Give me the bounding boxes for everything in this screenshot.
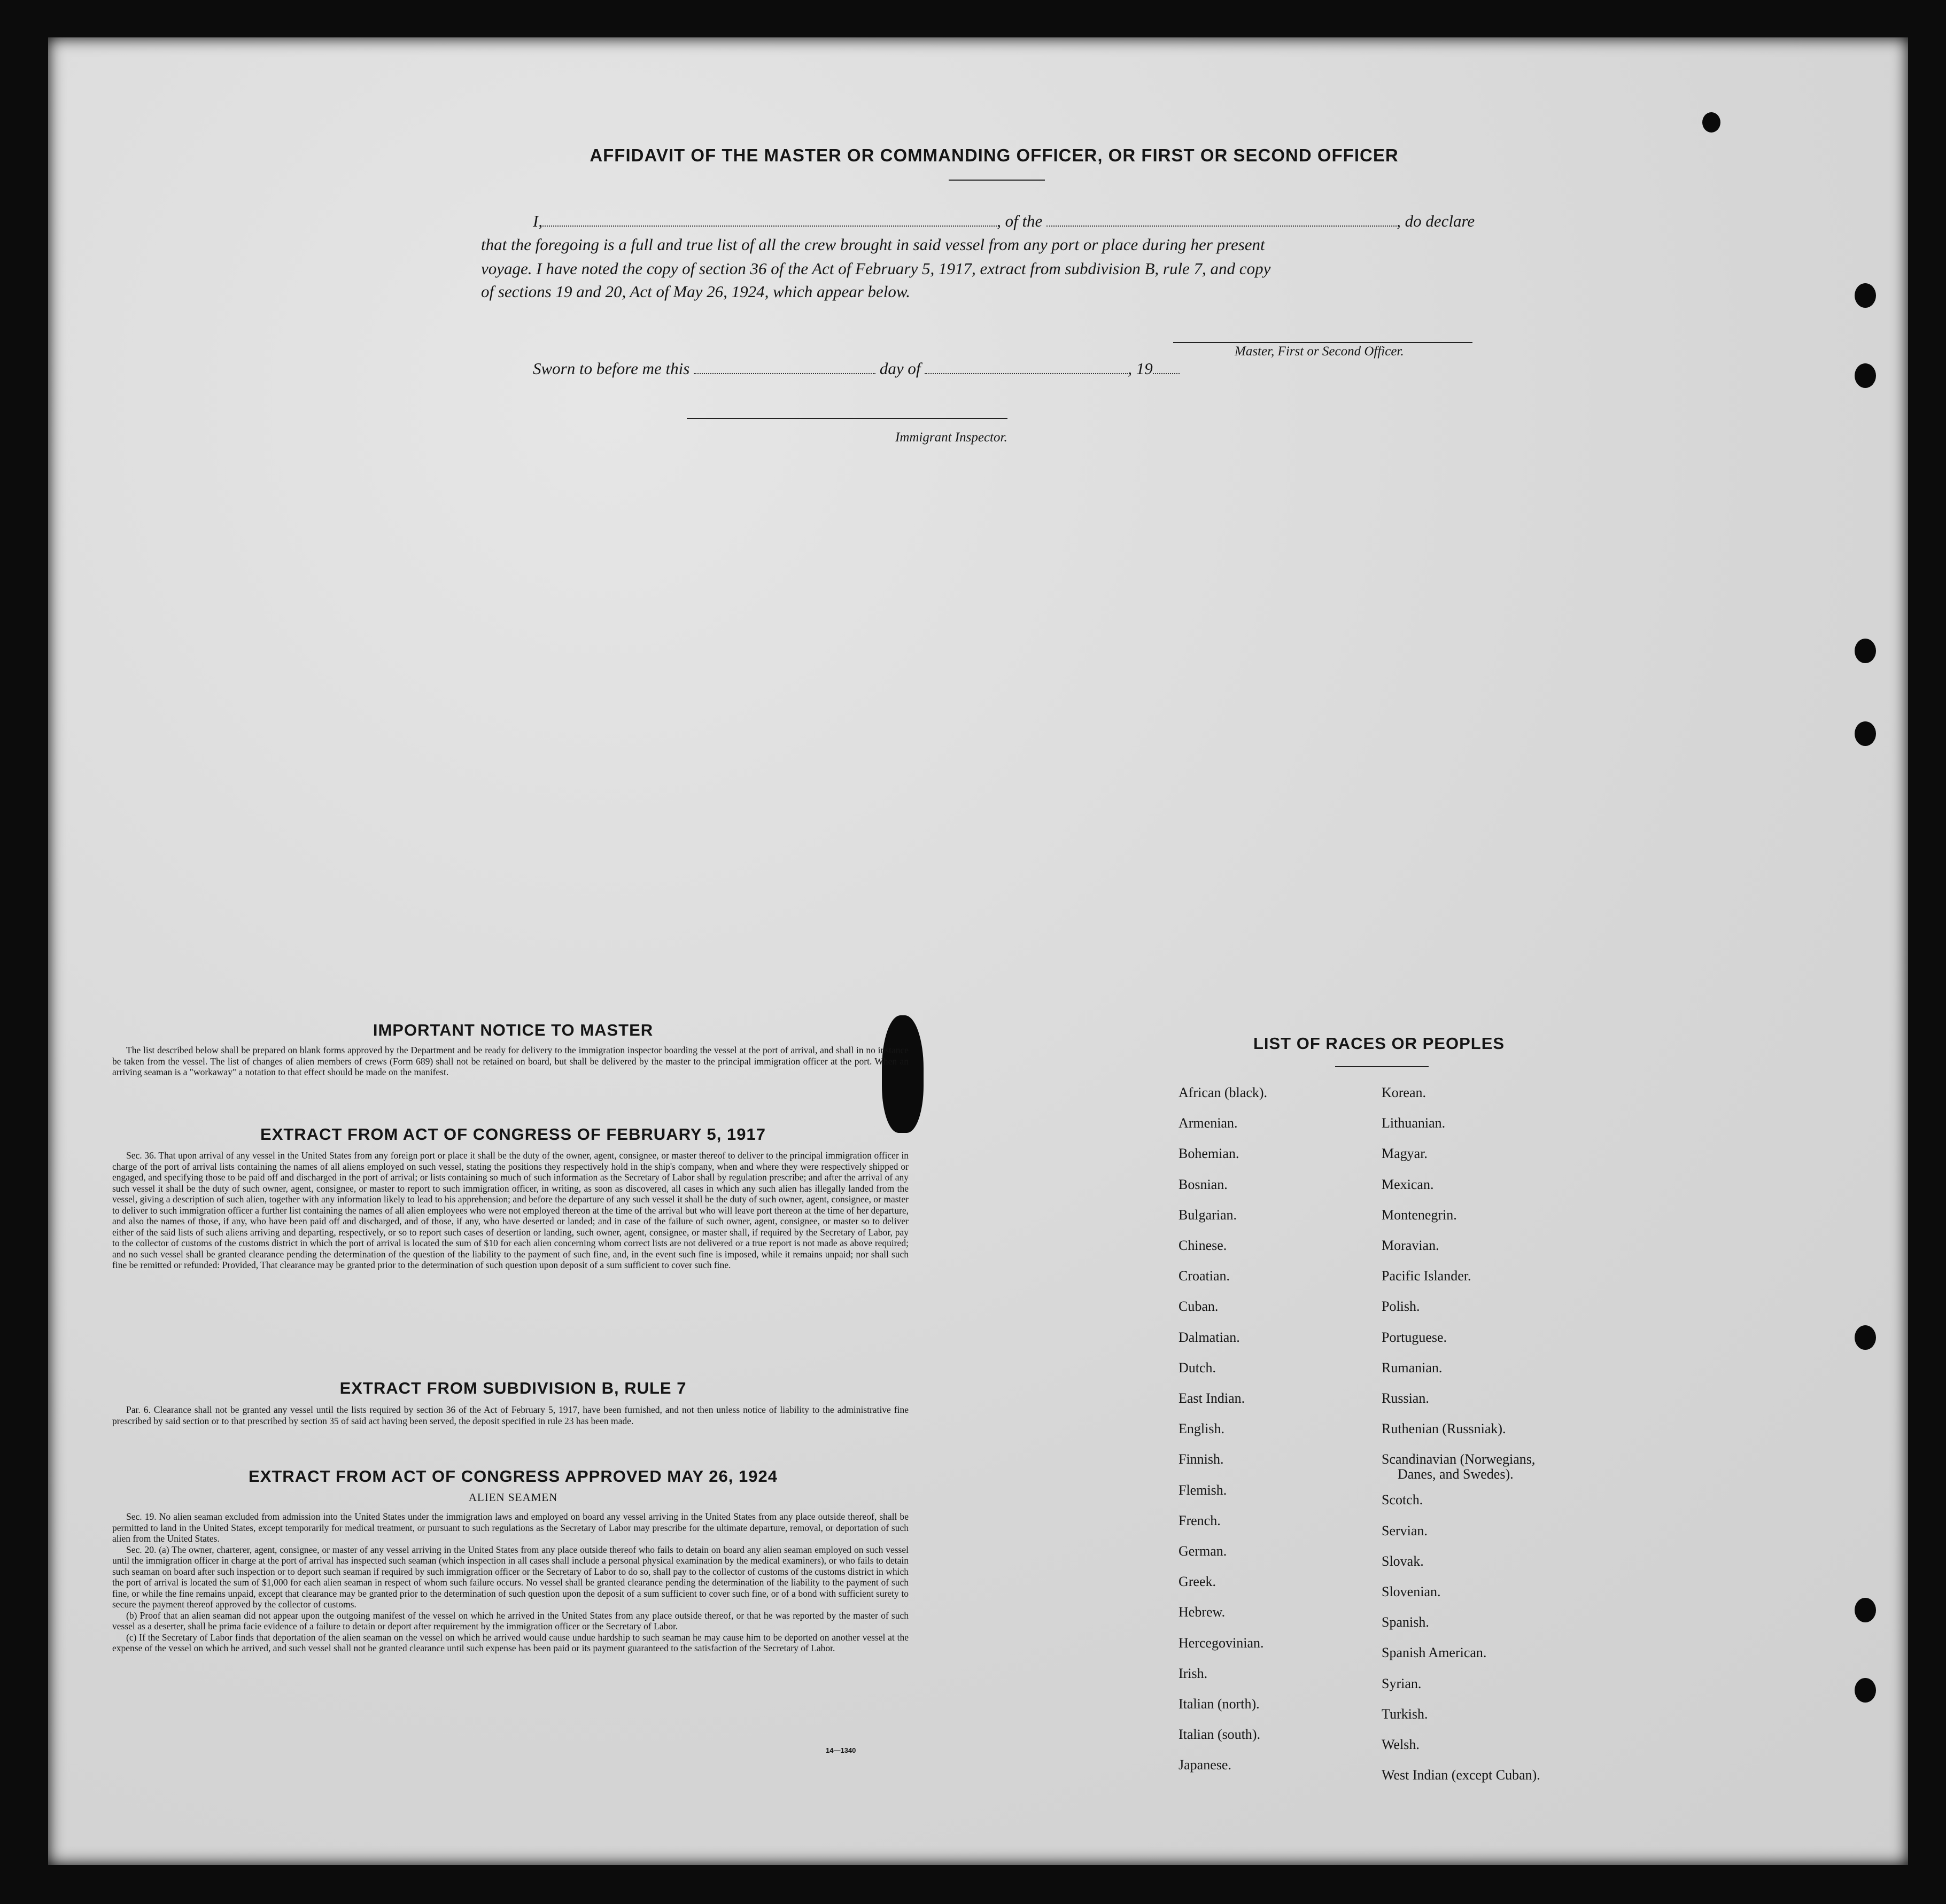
- race-item: Portuguese.: [1382, 1329, 1447, 1345]
- race-item: Italian (south).: [1179, 1727, 1261, 1743]
- race-item: Syrian.: [1382, 1675, 1422, 1691]
- race-item: Danes, and Swedes).: [1398, 1466, 1514, 1482]
- notice-body: [112, 1045, 909, 1078]
- punch-hole-icon: [1855, 639, 1876, 663]
- race-item: Finnish.: [1179, 1451, 1224, 1467]
- master-signature-line: [1173, 342, 1472, 343]
- inspector-signature-line: [687, 418, 1007, 419]
- notice-text: The list described below shall be prepared on blank forms approved by the Department and be ready for delivery to the immigration inspector boarding the vessel at the port of arrival, and shall in no instance be taken from the vessel. The list of changes of alien members of crews (Form 689) shall not be retained on board, but shall be delivered by the master to the principal immigration officer at the port. When an arriving seaman is a "workaway" a notation to that effect should be made on the manifest.: [112, 1045, 909, 1077]
- extract-1917-title: EXTRACT FROM ACT OF CONGRESS OF FEBRUARY 5, 1917: [260, 1125, 766, 1144]
- race-item: Magyar.: [1382, 1146, 1428, 1162]
- race-item: German.: [1179, 1543, 1227, 1559]
- affidavit-line3: voyage. I have noted the copy of section 36 of the Act of February 5, 1917, extract from subdivision B, rule 7, and copy: [481, 259, 1271, 278]
- extract-1924-title: EXTRACT FROM ACT OF CONGRESS APPROVED MAY 26, 1924: [249, 1467, 778, 1486]
- year-prefix-label: , 19: [1128, 359, 1153, 378]
- extract-1924-body: [112, 1511, 909, 1654]
- month-blank: [925, 373, 1128, 374]
- form-number: 14—1340: [826, 1746, 856, 1754]
- day-of-label: day of: [879, 359, 921, 378]
- affidavit-line4: of sections 19 and 20, Act of May 26, 1924, which appear below.: [481, 282, 911, 301]
- extract-1917-body: [112, 1150, 909, 1271]
- alien-seamen-subtitle: ALIEN SEAMEN: [468, 1491, 558, 1504]
- race-item: Hercegovinian.: [1179, 1635, 1264, 1651]
- races-title: LIST OF RACES OR PEOPLES: [1253, 1034, 1505, 1053]
- sec20a-text: Sec. 20. (a) The owner, charterer, agent, consignee, or master of any vessel arriving in the United States from any place outside thereof who fails to detain on board any alien seaman employed on such vessel until the immigration officer in charge at the port of arrival has inspected such seaman (which inspection in all cases shall include a personal physical examination by the medical examiners), or who fails to detain such seaman on board after such inspection or to deport such seaman if required by such immigration officer or the Secretary of Labor to do so, shall pay to the collector of customs of the customs district in which the port of arrival is located the sum of $1,000 for each alien seaman in respect of whom such failure occurs. No vessel shall be granted clearance pending the determination of the liability to the payment of such fine, or while the fine remains unpaid, except that clearance may be granted prior to the determination of such question upon the deposit of a sum sufficient to cover such fine, or of a bond with sufficient surety to secure the payment thereof approved by the collector of customs.: [112, 1544, 909, 1610]
- race-item: Cuban.: [1179, 1299, 1219, 1315]
- race-item: Dalmatian.: [1179, 1329, 1240, 1345]
- race-item: Bosnian.: [1179, 1176, 1228, 1192]
- affidavit-line1: [533, 212, 1475, 231]
- race-item: Armenian.: [1179, 1115, 1238, 1131]
- race-item: Moravian.: [1382, 1238, 1439, 1253]
- punch-hole-icon: [1855, 363, 1876, 388]
- race-item: Ruthenian (Russniak).: [1382, 1421, 1506, 1437]
- races-title-underline: [1335, 1066, 1429, 1067]
- race-item: Japanese.: [1179, 1757, 1231, 1773]
- title-underline: [949, 180, 1045, 181]
- race-item: African (black).: [1179, 1085, 1268, 1100]
- race-item: Korean.: [1382, 1085, 1426, 1100]
- subdivision-b-title: EXTRACT FROM SUBDIVISION B, RULE 7: [339, 1379, 687, 1397]
- race-item: French.: [1179, 1512, 1221, 1528]
- race-item: Turkish.: [1382, 1706, 1428, 1722]
- race-item: Slovak.: [1382, 1553, 1424, 1569]
- race-item: Rumanian.: [1382, 1359, 1443, 1375]
- punch-hole-icon: [1855, 721, 1876, 746]
- bleed-through-texture: [379, 120, 391, 152]
- race-item: Pacific Islander.: [1382, 1268, 1471, 1284]
- race-item: Servian.: [1382, 1522, 1428, 1538]
- sec20c-text: (c) If the Secretary of Labor finds that deportation of the alien seaman on the vessel on which he arrived would cause undue hardship to such seaman he may cause him to be deported on another vessel at the expense of the vessel on which he arrived, and such vessel shall not be granted clearance until such expense has been paid or its payment guaranteed to the satisfaction of the Secretary of Labor.: [112, 1631, 909, 1653]
- sec20b-text: (b) Proof that an alien seaman did not appear upon the outgoing manifest of the vessel on which he arrived in the United States from any place outside thereof, or that he was reported by the master of such vessel as a deserter, shall be prima facie evidence of a failure to detain or deport after requirement by the immigration officer or the Secretary of Labor.: [112, 1610, 909, 1631]
- punch-hole-icon: [1855, 1678, 1876, 1703]
- inspector-label: Immigrant Inspector.: [895, 430, 1007, 445]
- affidavit-i-label: I,: [533, 212, 543, 230]
- subdivision-b-body: [112, 1404, 909, 1426]
- race-item: Flemish.: [1179, 1482, 1227, 1498]
- race-item: East Indian.: [1179, 1390, 1245, 1406]
- day-blank: [694, 373, 875, 374]
- affidavit-title: AFFIDAVIT OF THE MASTER OR COMMANDING OFFICER, OR FIRST OR SECOND OFFICER: [590, 145, 1399, 165]
- race-item: Russian.: [1382, 1390, 1429, 1406]
- race-item: Chinese.: [1179, 1238, 1227, 1253]
- race-item: Greek.: [1179, 1574, 1216, 1590]
- race-item: Polish.: [1382, 1299, 1420, 1315]
- race-item: Welsh.: [1382, 1737, 1420, 1752]
- race-item: West Indian (except Cuban).: [1382, 1767, 1540, 1783]
- race-item: Italian (north).: [1179, 1696, 1260, 1712]
- sworn-line: [533, 359, 1180, 378]
- race-item: Dutch.: [1179, 1359, 1216, 1375]
- race-item: Bulgarian.: [1179, 1207, 1237, 1223]
- affidavit-line2: that the foregoing is a full and true list of all the crew brought in said vessel from any port or place during her present: [481, 235, 1265, 254]
- year-blank: [1153, 373, 1180, 374]
- punch-hole-icon: [1855, 283, 1876, 308]
- do-declare-label: , do declare: [1397, 212, 1475, 230]
- race-item: Scotch.: [1382, 1492, 1423, 1508]
- race-item: Bohemian.: [1179, 1146, 1239, 1162]
- vessel-blank: [1046, 226, 1397, 227]
- race-item: English.: [1179, 1421, 1224, 1437]
- punch-hole-icon: [1855, 1598, 1876, 1622]
- master-label: Master, First or Second Officer.: [1235, 344, 1404, 359]
- race-item: Scandinavian (Norwegians,: [1382, 1451, 1536, 1467]
- sec19-text: Sec. 19. No alien seaman excluded from admission into the United States under the immigration laws and employed on board any vessel arriving in the United States from any place outside thereof, shall be permitted to land in the United States, except temporarily for medical treatment, or pursuant to such regulations as the Secretary of Labor may prescribe for the ultimate departure, removal, or deportation of such alien from the United States.: [112, 1511, 909, 1544]
- race-item: Mexican.: [1382, 1176, 1434, 1192]
- race-item: Spanish.: [1382, 1614, 1429, 1630]
- race-item: Montenegrin.: [1382, 1207, 1457, 1223]
- race-item: Lithuanian.: [1382, 1115, 1446, 1131]
- punch-hole-icon: [1702, 112, 1720, 133]
- par6-text: Par. 6. Clearance shall not be granted any vessel until the lists required by section 36 of the Act of February 5, 1917, have been furnished, and not then unless notice of liability to the administrative fine prescribed by said section or to that prescribed by section 35 of said act having been served, the deposit specified in rule 23 has been made.: [112, 1404, 909, 1426]
- sec36-text: Sec. 36. That upon arrival of any vessel in the United States from any foreign port or place it shall be the duty of the owner, agent, consignee, or master thereof to deliver to the principal immigration officer in charge of the port of arrival lists containing the names of all aliens employed on such vessel, stating the positions they respectively hold in the ship's company, when and where they were respectively shipped or engaged, and specifying those to be paid off and discharged in the port of arrival; or lists containing so much of such information as the Secretary of Labor shall by regulation prescribe; and after the arrival of any such vessel it shall be the duty of such owner, agent, consignee, or master to report to such immigration officer, in writing, as soon as discovered, all cases in which any such alien has illegally landed from the vessel, giving a description of such alien, together with any information likely to lead to his apprehension; and before the departure of any such vessel it shall be the duty of such owner, agent, consignee, or master to deliver to such immigration officer a further list containing the names of all alien employees who were not employed thereon at the time of the arrival but who will leave port thereon at the time of her departure, and also the names of those, if any, who have been paid off and discharged, and of those, if any, who have deserted or landed; and in case of the failure of such owner, agent, consignee, or master so to deliver either of the said lists of such aliens arriving and departing, respectively, or so to report such cases of desertion or landing, such owner, agent, consignee, or master shall, if required by the Secretary of Labor, pay to the collector of customs of the customs district in which the port of arrival is located the sum of $10 for each alien concerning whom correct lists are not delivered or a true report is not made as above required; and no such vessel shall be granted clearance pending the determination of the question of the liability to the payment of such fine, and, in the event such fine is imposed, while it remains unpaid; nor shall such fine be remitted or refunded: Provided, That clearance may be granted prior to the determination of such question upon deposit of a sum sufficient to cover such fine.: [112, 1150, 909, 1270]
- notice-title: IMPORTANT NOTICE TO MASTER: [373, 1021, 654, 1039]
- race-item: Irish.: [1179, 1665, 1208, 1681]
- sworn-label: Sworn to before me this: [533, 359, 690, 378]
- race-item: Hebrew.: [1179, 1604, 1226, 1620]
- of-the-label: , of the: [997, 212, 1043, 230]
- race-item: Croatian.: [1179, 1268, 1230, 1284]
- name-blank: [542, 226, 997, 227]
- punch-hole-icon: [1855, 1325, 1876, 1350]
- race-item: Slovenian.: [1382, 1584, 1441, 1599]
- race-item: Spanish American.: [1382, 1645, 1487, 1661]
